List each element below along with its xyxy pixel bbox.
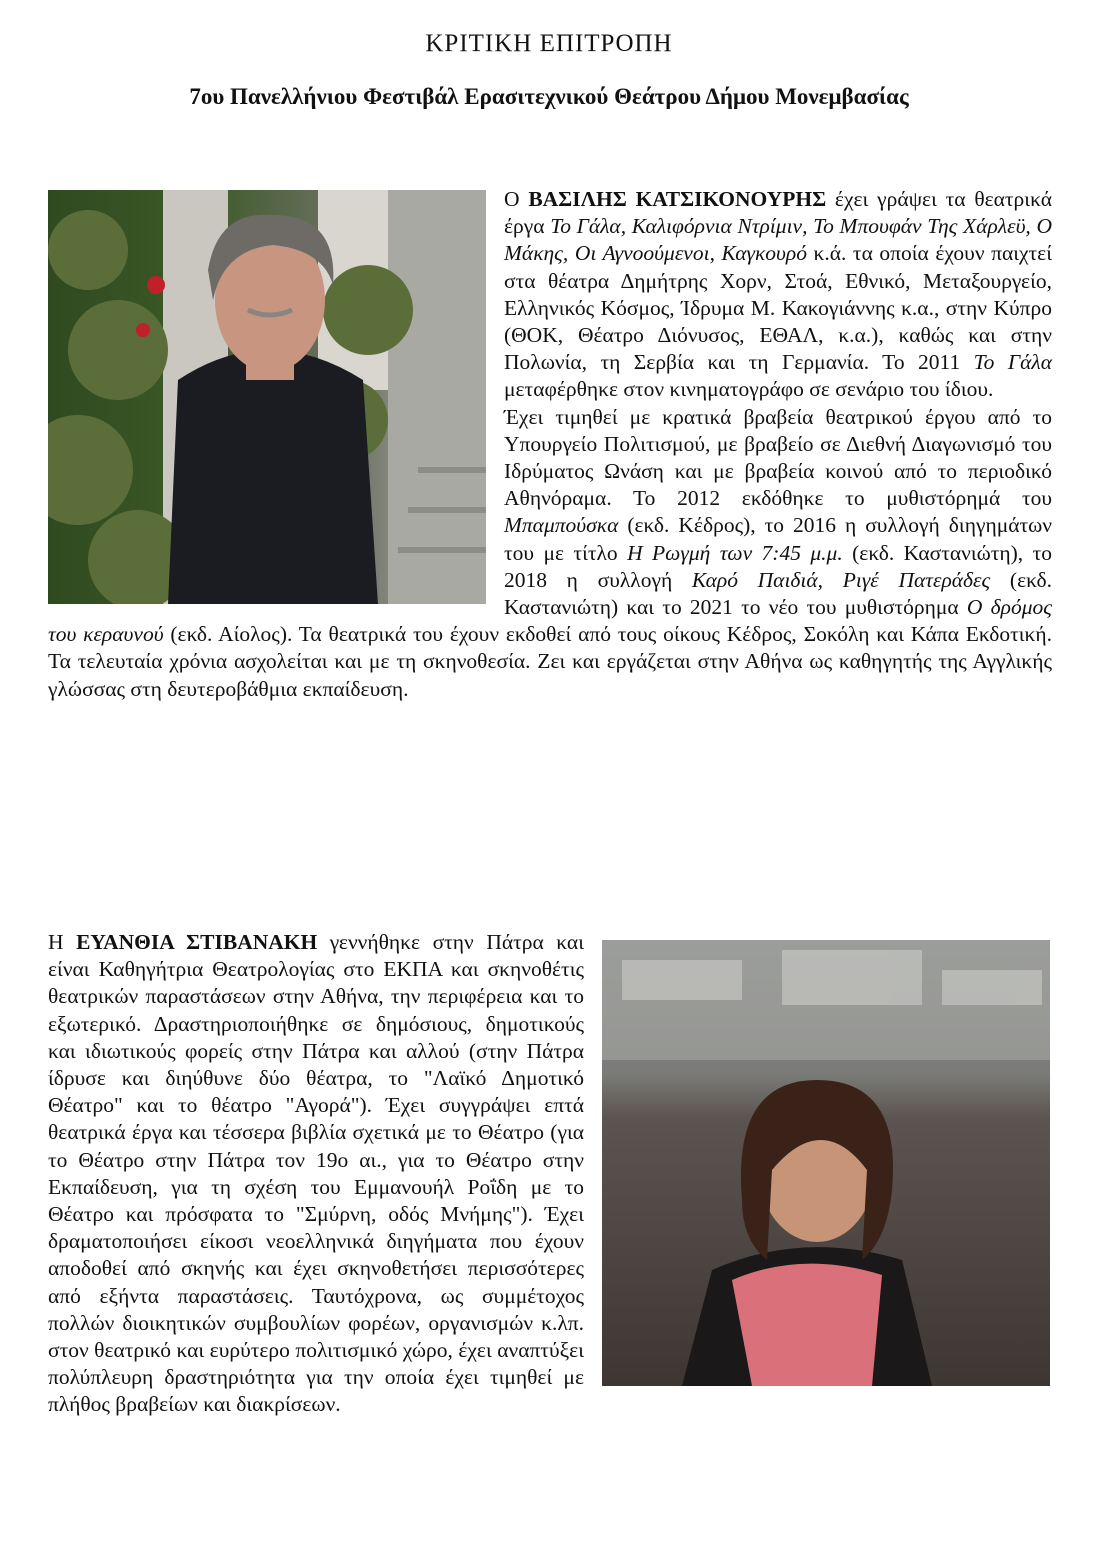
- bio1-italic-work: Το Γάλα: [973, 350, 1052, 375]
- page-subtitle: 7ου Πανελλήνιου Φεστιβάλ Ερασιτεχνικού Θεάτρου Δήμου Μονεμβασίας: [189, 84, 909, 109]
- bio1-text: (εκδ. Καστανιώτη) και το 2021 το νέο του μυθιστόρημα: [504, 567, 1052, 620]
- bio1-text: μεταφέρθηκε στον κινηματογράφο σε σενάριο του ίδιου.: [504, 377, 994, 402]
- bio1-text: έχει γράψει τα θεατρικά έργα: [504, 187, 1052, 239]
- portrait-photo-icon: [48, 190, 486, 604]
- bio2-article: Η: [48, 930, 77, 954]
- bio-katsikonouris: [48, 186, 1052, 703]
- bio1-italic-works: Το Γάλα, Καλιφόρνια Ντρίμιν, Το Μπουφάν Της Χάρλεϋ, Ο Μάκης, Οι Αγνοούμενοι, Καγκουρό: [504, 214, 1052, 266]
- bio1-italic-work: Η Ρωγμή των 7:45 μ.μ.: [627, 540, 843, 565]
- bio1-italic-work: Μπαμπούσκα: [504, 513, 619, 538]
- bio1-text: (εκδ. Καστανιώτη), το 2018 η συλλογή: [504, 540, 1052, 592]
- bio1-text: (εκδ. Αίολος). Τα θεατρικά του έχουν εκδοθεί από τους οίκους Κέδρος, Σοκόλη και Κάπα Εκδοτική. Τα τελευταία χρόνια ασχολείται και με τη σκηνοθεσία. Ζει και εργάζεται στην Αθήνα ως καθηγητής της Αγγλικής γλώσσας στη δευτεροβάθμια εκπαίδευση.: [48, 622, 1052, 701]
- page-title: ΚΡΙΤΙΚΗ ΕΠΙΤΡΟΠΗ: [425, 30, 673, 57]
- bio2-text: γεννήθηκε στην Πάτρα και είναι Καθηγήτρια Θεατρολογίας στο ΕΚΠΑ και σκηνοθέτις θεατρικών παραστάσεων στην Αθήνα, την περιφέρεια και το εξωτερικό. Δραστηριοποιήθηκε σε δημόσιους, δημοτικούς και ιδιωτικούς φορείς στην Πάτρα και αλλού (στην Πάτρα ίδρυσε και διηύθυνε δύο θέατρα, το "Λαϊκό Δημοτικό Θέατρο" και το θέατρο "Αγορά"). Έχει συγγράψει επτά θεατρικά έργα και τέσσερα βιβλία σχετικά με το Θέατρο (για το Θέατρο στην Πάτρα τον 19ο αι., για το Θέατρο στην Εκπαίδευση, για τη σχέση του Εμμανουήλ Ροΐδη με το Θέατρο και πρόσφατα το "Σμύρνη, οδός Μνήμης"). Έχει δραματοποιήσει είκοσι νεοελληνικά διηγήματα που έχουν αποδοθεί από σκηνής και έχει σκηνοθετήσει περισσότερες από εξήντα παραστάσεις. Ταυτόχρονα, ως συμμέτοχος πολλών διοικητικών συμβουλίων φορέων, οργανισμών κ.λπ. στον θεατρικό και ευρύτερο πολιτισμικό χώρο, έχει αναπτύξει πολύπλευρη δραστηριότητα για την οποία έχει τιμηθεί με πλήθος βραβείων και διακρίσεων.: [48, 930, 584, 1417]
- person-name: ΒΑΣΙΛΗΣ ΚΑΤΣΙΚΟΝΟΥΡΗΣ: [528, 187, 827, 211]
- bio-stivanaki: [48, 929, 1052, 1419]
- bio1-article: Ο: [504, 187, 529, 211]
- portrait-photo-katsikonouris: [48, 190, 486, 604]
- bio1-italic-work: Ο δρόμος του κεραυνού: [48, 595, 1052, 647]
- person-name: ΕΥΑΝΘΙΑ ΣΤΙΒΑΝΑΚΗ: [76, 930, 318, 954]
- bio1-text: κ.ά. τα οποία έχουν παιχτεί στα θέατρα Δημήτρης Χορν, Στοά, Εθνικό, Μεταξουργείο, Ελληνικός Κόσμος, Ίδρυμα Μ. Κακογιάννης κ.α., στην Κύπρο (ΘΟΚ, Θέατρο Διόνυσος, ΕΘΑΛ, κ.α.), καθώς και στην Πολωνία, τη Σερβία και τη Γερμανία. Το 2011: [504, 241, 1052, 375]
- portrait-photo-stivanaki: [602, 940, 1050, 1386]
- bio1-text: Έχει τιμηθεί με κρατικά βραβεία θεατρικού έργου από το Υπουργείο Πολιτισμού, με βραβείο σε Διεθνή Διαγωνισμό του Ιδρύματος Ωνάση και με βραβεία κοινού από το περιοδικό Αθηνόραμα. Το 2012 εκδόθηκε το μυθιστόρημά του: [504, 404, 1052, 511]
- bio1-text: (εκδ. Κέδρος), το 2016 η συλλογή διηγημάτων του με τίτλο: [504, 513, 1052, 565]
- portrait-photo-icon: [602, 940, 1050, 1386]
- bio1-italic-work: Καρό Παιδιά, Ριγέ Πατεράδες: [691, 567, 991, 592]
